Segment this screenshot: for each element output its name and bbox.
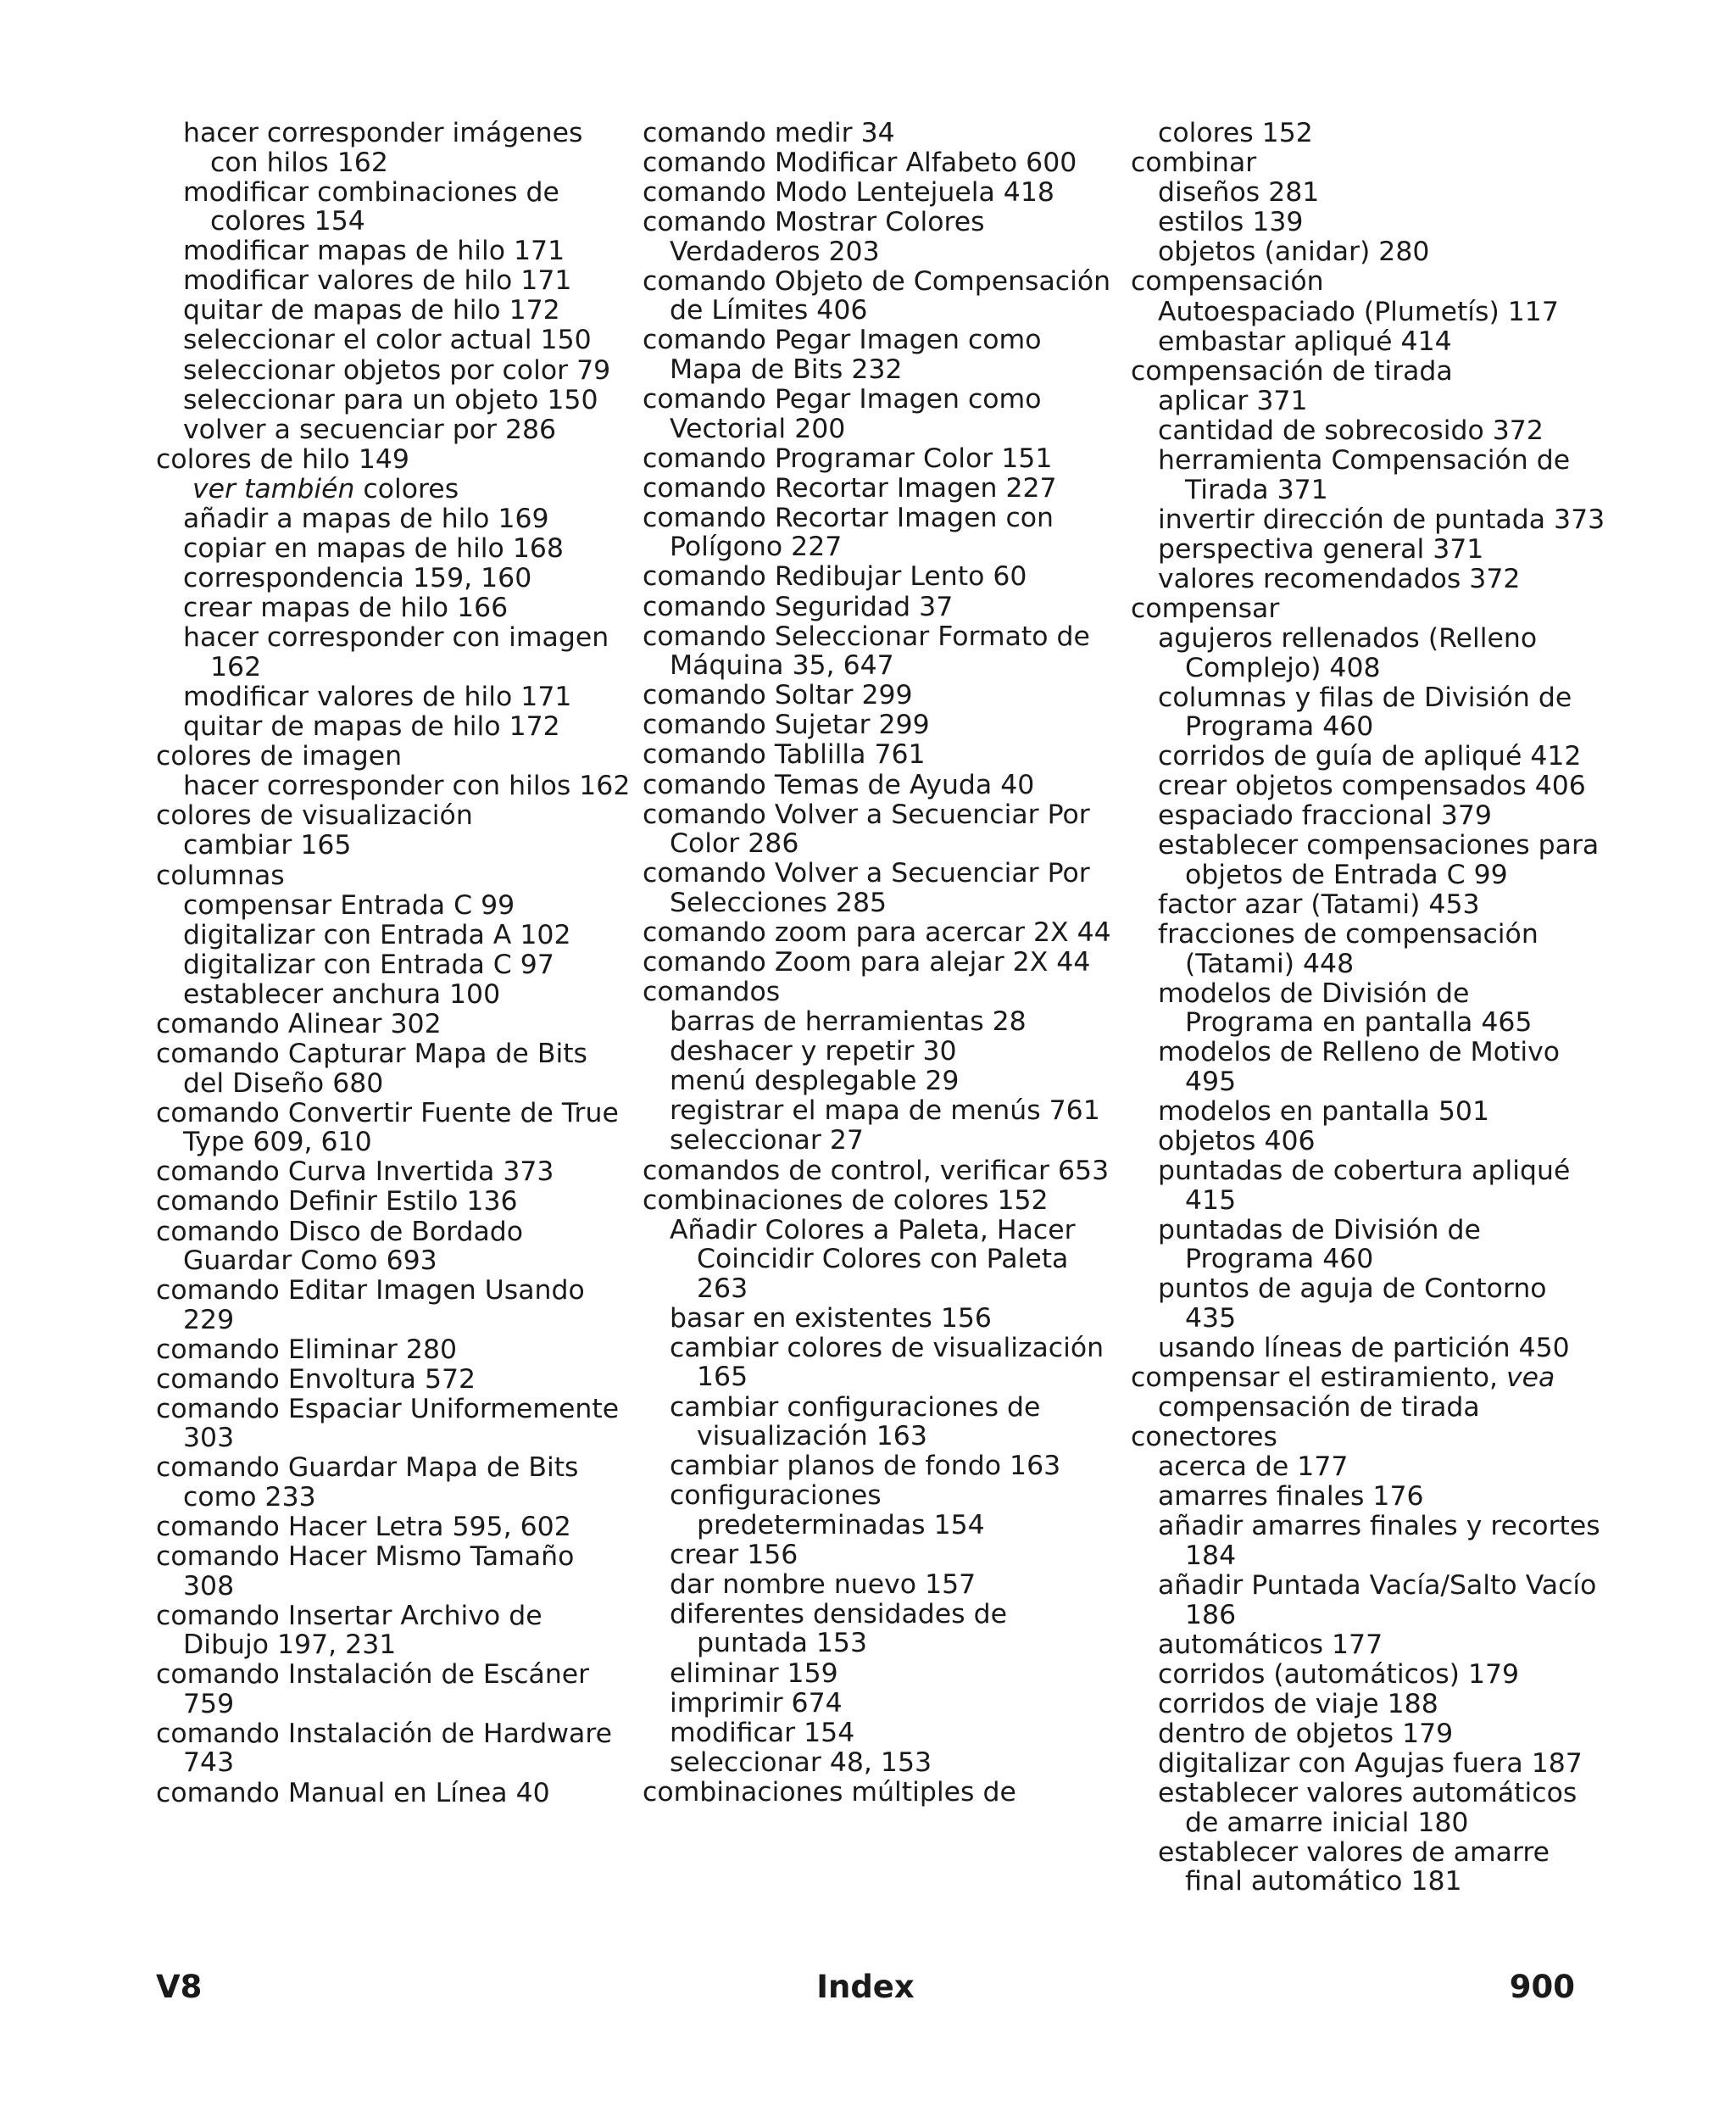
entry-text: hacer corresponder con imagen 162 <box>183 622 609 682</box>
index-sub-entry <box>1158 1334 1605 1363</box>
index-sub-entry <box>670 1096 1117 1126</box>
entry-text: colores de visualización <box>156 800 473 832</box>
index-sub-entry <box>1158 1216 1605 1274</box>
index-sub-entry <box>1158 801 1605 831</box>
entry-text: seleccionar objetos por color 79 <box>183 354 611 386</box>
entry-text: crear mapas de hilo 166 <box>183 593 509 624</box>
index-sub-entry <box>670 1216 1117 1304</box>
entry-text: comando Curva Invertida 373 <box>156 1156 554 1188</box>
entry-text: comando Recortar Imagen con Polígono 227 <box>643 502 1054 563</box>
entry-text: seleccionar el color actual 150 <box>183 325 592 356</box>
entry-text: compensación <box>1131 266 1324 298</box>
index-sub-entry <box>1158 237 1605 267</box>
entry-text: comando Envoltura 572 <box>156 1363 476 1395</box>
entry-text: comando Hacer Mismo Tamaño 308 <box>156 1541 575 1602</box>
index-sub-entry <box>670 1600 1117 1658</box>
entry-text: conectores <box>1131 1422 1277 1453</box>
entry-text: comando Modo Lentejuela 418 <box>643 177 1054 209</box>
index-sub-entry <box>192 475 631 504</box>
index-sub-entry <box>1158 298 1605 327</box>
index-sub-entry <box>670 1719 1117 1748</box>
entry-text: modificar 154 <box>670 1717 855 1748</box>
index-sub-entry <box>1158 831 1605 889</box>
entry-text: comando Instalación de Hardware 743 <box>156 1718 612 1779</box>
entry-text: modificar combinaciones de colores 154 <box>183 176 559 237</box>
entry-text: hacer corresponder imágenes con hilos 162 <box>183 118 583 178</box>
entry-text: compensación de tirada <box>1131 355 1453 387</box>
entry-text: puntos de aguja de Contorno 435 <box>1158 1273 1547 1334</box>
entry-text: objetos (anidar) 280 <box>1158 237 1430 268</box>
entry-text: eliminar 159 <box>670 1657 838 1689</box>
entry-text: columnas y filas de División de Programa 460 <box>1158 682 1572 743</box>
entry-text: Añadir Colores a Paleta, Hacer Coincidir Colores con Paleta 263 <box>670 1214 1076 1304</box>
footer-version: V8 <box>156 1969 203 2005</box>
entry-text: cambiar configuraciones de visualización 163 <box>670 1391 1041 1451</box>
index-main-entry <box>156 861 631 891</box>
index-sub-entry <box>1158 1038 1605 1096</box>
index-main-entry <box>156 1187 631 1217</box>
index-main-entry <box>643 444 1117 474</box>
index-sub-entry <box>1158 1630 1605 1660</box>
index-sub-entry <box>1158 683 1605 742</box>
entry-text: copiar en mapas de hilo 168 <box>183 533 564 565</box>
entry-text: compensar el estiramiento, <box>1131 1362 1507 1393</box>
index-main-entry <box>156 1660 631 1719</box>
entry-text: dentro de objetos 179 <box>1158 1718 1454 1749</box>
index-main-entry <box>156 1039 631 1098</box>
entry-text: comando Seleccionar Formato de Máquina 35, 647 <box>643 621 1090 682</box>
entry-text: cambiar colores de visualización 165 <box>670 1332 1104 1393</box>
index-main-entry <box>643 622 1117 681</box>
index-sub-entry <box>1158 1097 1605 1127</box>
entry-text: comando Capturar Mapa de Bits del Diseño 680 <box>156 1039 587 1099</box>
entry-text: cambiar 165 <box>183 830 352 861</box>
index-main-entry <box>643 948 1117 978</box>
cross-reference-label: ver también <box>192 473 355 504</box>
index-main-entry <box>643 681 1117 710</box>
entry-text: comando Zoom para alejar 2X 44 <box>643 946 1091 978</box>
entry-text: cantidad de sobrecosido 372 <box>1158 415 1544 446</box>
entry-text: comando Objeto de Compensación de Límites 406 <box>643 265 1111 326</box>
index-main-entry <box>643 148 1117 178</box>
entry-text: comando Modificar Alfabeto 600 <box>643 148 1077 179</box>
index-main-entry <box>643 918 1117 948</box>
index-sub-entry <box>183 386 631 415</box>
entry-text: correspondencia 159, 160 <box>183 563 532 594</box>
index-sub-entry <box>1158 1482 1605 1512</box>
index-sub-entry <box>183 772 631 801</box>
index-sub-entry <box>1158 772 1605 801</box>
entry-text: comando Recortar Imagen 227 <box>643 472 1057 504</box>
entry-text: corridos de viaje 188 <box>1158 1688 1438 1719</box>
index-sub-entry <box>670 1570 1117 1600</box>
index-sub-entry <box>670 1481 1117 1540</box>
index-sub-entry <box>1158 1393 1605 1423</box>
index-sub-entry <box>1158 208 1605 237</box>
index-sub-entry <box>1158 1571 1605 1630</box>
entry-text: herramienta Compensación de Tirada 371 <box>1158 445 1571 505</box>
entry-text: hacer corresponder con hilos 162 <box>183 771 631 802</box>
entry-text: digitalizar con Agujas fuera 187 <box>1158 1748 1583 1780</box>
index-sub-entry <box>1158 890 1605 920</box>
index-main-entry <box>643 771 1117 800</box>
entry-text: comando Pegar Imagen como Vectorial 200 <box>643 384 1042 444</box>
index-main-entry <box>156 1719 631 1778</box>
entry-text: comando Eliminar 280 <box>156 1334 458 1365</box>
index-sub-entry <box>183 178 631 237</box>
entry-text: crear objetos compensados 406 <box>1158 771 1586 802</box>
page-footer <box>156 1969 1575 2011</box>
entry-text: comando Disco de Bordado Guardar Como 693 <box>156 1216 524 1276</box>
entry-text: comando Temas de Ayuda 40 <box>643 769 1035 800</box>
entry-text: deshacer y repetir 30 <box>670 1036 957 1067</box>
entry-text: modificar valores de hilo 171 <box>183 682 572 712</box>
entry-text: espaciado fraccional 379 <box>1158 800 1492 832</box>
index-sub-entry <box>183 980 631 1010</box>
index-sub-entry <box>183 119 631 177</box>
index-column-3 <box>1131 119 1605 1897</box>
entry-text: comando Convertir Fuente de True Type 609, 610 <box>156 1097 619 1158</box>
index-main-entry <box>643 859 1117 917</box>
entry-text: combinaciones múltiples de <box>643 1776 1016 1808</box>
entry-text: comando zoom para acercar 2X 44 <box>643 916 1111 948</box>
entry-text: objetos 406 <box>1158 1126 1316 1157</box>
entry-text: añadir amarres finales y recortes 184 <box>1158 1511 1600 1571</box>
entry-text: fracciones de compensación (Tatami) 448 <box>1158 919 1538 979</box>
entry-text: compensación de tirada <box>1158 1392 1480 1423</box>
index-main-entry <box>156 1542 631 1601</box>
index-main-entry <box>156 1276 631 1334</box>
index-sub-entry <box>183 564 631 593</box>
index-main-entry <box>643 504 1117 562</box>
entry-text: amarres finales 176 <box>1158 1481 1424 1513</box>
index-main-entry <box>643 208 1117 266</box>
index-column-1 <box>156 119 631 1808</box>
index-main-entry <box>156 742 631 772</box>
index-sub-entry <box>183 356 631 386</box>
entry-text: colores de imagen <box>156 741 403 772</box>
entry-text: colores 152 <box>1158 118 1313 148</box>
index-sub-entry <box>670 1067 1117 1096</box>
entry-text: establecer valores automáticos de amarre inicial 180 <box>1158 1778 1577 1838</box>
index-main-entry <box>643 740 1117 770</box>
index-sub-entry <box>183 266 631 296</box>
index-main-entry <box>643 385 1117 443</box>
entry-text: comando Hacer Letra 595, 602 <box>156 1512 571 1543</box>
index-main-entry <box>643 119 1117 148</box>
index-main-entry <box>156 1099 631 1157</box>
entry-text: puntadas de cobertura apliqué 415 <box>1158 1156 1571 1216</box>
entry-text: compensar <box>1131 593 1280 624</box>
index-main-entry <box>1131 594 1605 624</box>
index-main-entry <box>1131 1363 1605 1393</box>
index-sub-entry <box>1158 742 1605 772</box>
index-main-entry <box>1131 267 1605 297</box>
index-main-entry <box>156 1779 631 1808</box>
index-sub-entry <box>1158 1274 1605 1333</box>
index-main-entry <box>156 1395 631 1453</box>
index-sub-entry <box>670 1393 1117 1451</box>
entry-text: establecer anchura 100 <box>183 978 501 1010</box>
entry-text: crear 156 <box>670 1539 798 1570</box>
entry-text: modificar valores de hilo 171 <box>183 265 572 297</box>
footer-page-number: 900 <box>1509 1969 1575 2005</box>
index-sub-entry <box>183 682 631 712</box>
index-main-entry <box>156 1453 631 1512</box>
index-sub-entry <box>1158 1127 1605 1156</box>
index-main-entry <box>156 1335 631 1365</box>
entry-text: corridos (automáticos) 179 <box>1158 1658 1520 1690</box>
index-main-entry <box>643 178 1117 208</box>
entry-text: comando Redibujar Lento 60 <box>643 561 1027 593</box>
entry-text: añadir a mapas de hilo 169 <box>183 504 549 535</box>
entry-text: comandos de control, verificar 653 <box>643 1155 1110 1186</box>
entry-text: aplicar 371 <box>1158 385 1308 416</box>
entry-text: configuraciones predeterminadas 154 <box>670 1480 985 1540</box>
entry-text: comando Alinear 302 <box>156 1009 442 1040</box>
index-sub-entry <box>183 326 631 355</box>
entry-text: establecer compensaciones para objetos de Entrada C 99 <box>1158 830 1600 890</box>
entry-text: comando Espaciar Uniformemente 303 <box>156 1393 620 1454</box>
index-sub-entry <box>183 237 631 266</box>
index-main-entry <box>643 710 1117 740</box>
index-main-entry <box>156 1157 631 1187</box>
entry-text: comando Manual en Línea 40 <box>156 1777 550 1808</box>
index-sub-entry <box>1158 1660 1605 1690</box>
index-sub-entry <box>183 950 631 980</box>
index-sub-entry <box>670 1689 1117 1719</box>
entry-text: comando Soltar 299 <box>643 680 913 711</box>
entry-text: colores <box>354 473 459 504</box>
index-main-entry <box>156 801 631 831</box>
entry-text: seleccionar para un objeto 150 <box>183 384 598 415</box>
index-sub-entry <box>183 593 631 623</box>
entry-text: dar nombre nuevo 157 <box>670 1568 976 1600</box>
entry-text: comando Tablilla 761 <box>643 739 926 771</box>
index-sub-entry <box>670 1748 1117 1778</box>
entry-text: comando Volver a Secuenciar Por Color 286 <box>643 799 1090 860</box>
entry-text: modelos de División de Programa en pantalla 465 <box>1158 978 1533 1039</box>
index-main-entry <box>643 1778 1117 1808</box>
index-main-entry <box>1131 148 1605 178</box>
entry-text: combinar <box>1131 148 1257 179</box>
entry-text: comando Insertar Archivo de Dibujo 197, 231 <box>156 1600 542 1661</box>
index-main-entry <box>1131 1423 1605 1452</box>
entry-text: agujeros rellenados (Relleno Complejo) 408 <box>1158 623 1538 683</box>
index-sub-entry <box>183 921 631 950</box>
index-main-entry <box>1131 357 1605 387</box>
entry-text: comando Guardar Mapa de Bits como 233 <box>156 1452 579 1513</box>
index-sub-entry <box>1158 624 1605 682</box>
entry-text: comando medir 34 <box>643 118 895 148</box>
index-sub-entry <box>183 415 631 445</box>
index-main-entry <box>643 1156 1117 1186</box>
entry-text: seleccionar 48, 153 <box>670 1747 932 1778</box>
entry-text: quitar de mapas de hilo 172 <box>183 711 560 743</box>
entry-text: usando líneas de partición 450 <box>1158 1332 1570 1363</box>
index-sub-entry <box>1158 1512 1605 1570</box>
entry-text: comandos <box>643 976 781 1007</box>
index-sub-entry <box>183 296 631 326</box>
entry-text: factor azar (Tatami) 453 <box>1158 889 1480 921</box>
entry-text: comando Instalación de Escáner 759 <box>156 1659 590 1719</box>
index-sub-entry <box>183 534 631 564</box>
index-sub-entry <box>1158 446 1605 504</box>
entry-text: establecer valores de amarre final automático 181 <box>1158 1836 1550 1897</box>
index-sub-entry <box>1158 535 1605 565</box>
entry-text: comando Editar Imagen Usando 229 <box>156 1275 585 1335</box>
entry-text: basar en existentes 156 <box>670 1302 992 1334</box>
entry-text: registrar el mapa de menús 761 <box>670 1095 1100 1127</box>
index-sub-entry <box>1158 1749 1605 1779</box>
index-sub-entry <box>670 1334 1117 1392</box>
entry-text: valores recomendados 372 <box>1158 563 1521 594</box>
entry-text: menú desplegable 29 <box>670 1066 960 1097</box>
index-sub-entry <box>1158 119 1605 148</box>
index-sub-entry <box>670 1126 1117 1156</box>
footer-section-title: Index <box>816 1969 915 2005</box>
index-main-entry <box>643 978 1117 1007</box>
entry-text: comando Pegar Imagen como Mapa de Bits 232 <box>643 325 1042 385</box>
entry-text: cambiar planos de fondo 163 <box>670 1451 1061 1482</box>
entry-text: seleccionar 27 <box>670 1125 864 1156</box>
entry-text: barras de herramientas 28 <box>670 1006 1027 1038</box>
entry-text: automáticos 177 <box>1158 1629 1383 1660</box>
index-sub-entry <box>1158 565 1605 594</box>
index-sub-entry <box>670 1304 1117 1334</box>
entry-text: Autoespaciado (Plumetís) 117 <box>1158 296 1559 327</box>
index-sub-entry <box>1158 505 1605 535</box>
cross-reference-label: vea <box>1506 1362 1555 1393</box>
entry-text: estilos 139 <box>1158 207 1304 238</box>
entry-text: acerca de 177 <box>1158 1451 1349 1483</box>
index-sub-entry <box>183 831 631 861</box>
index-main-entry <box>156 1010 631 1039</box>
index-main-entry <box>643 800 1117 859</box>
index-sub-entry <box>183 623 631 682</box>
index-main-entry <box>156 445 631 475</box>
entry-text: comando Programar Color 151 <box>643 443 1053 474</box>
entry-text: modelos en pantalla 501 <box>1158 1095 1489 1127</box>
entry-text: quitar de mapas de hilo 172 <box>183 295 560 326</box>
index-sub-entry <box>670 1451 1117 1481</box>
index-sub-entry <box>670 1540 1117 1570</box>
entry-text: combinaciones de colores 152 <box>643 1184 1049 1216</box>
entry-text: comando Sujetar 299 <box>643 710 930 741</box>
index-main-entry <box>643 562 1117 592</box>
entry-text: añadir Puntada Vacía/Salto Vacío 186 <box>1158 1570 1597 1630</box>
index-sub-entry <box>1158 1838 1605 1897</box>
index-main-entry <box>643 474 1117 504</box>
index-main-entry <box>156 1217 631 1276</box>
index-sub-entry <box>1158 920 1605 978</box>
index-sub-entry <box>1158 1779 1605 1837</box>
entry-text: comando Seguridad 37 <box>643 591 954 622</box>
entry-text: corridos de guía de apliqué 412 <box>1158 741 1582 772</box>
index-sub-entry <box>1158 387 1605 416</box>
index-sub-entry <box>1158 178 1605 208</box>
entry-text: compensar Entrada C 99 <box>183 889 515 921</box>
index-sub-entry <box>183 504 631 534</box>
index-main-entry <box>643 593 1117 622</box>
entry-text: diseños 281 <box>1158 177 1320 209</box>
index-column-2 <box>643 119 1117 1807</box>
index-main-entry <box>643 1186 1117 1216</box>
index-sub-entry <box>1158 1690 1605 1719</box>
index-sub-entry <box>670 1037 1117 1067</box>
index-sub-entry <box>1158 327 1605 357</box>
entry-text: perspectiva general 371 <box>1158 533 1484 565</box>
entry-text: digitalizar con Entrada A 102 <box>183 919 571 950</box>
entry-text: modelos de Relleno de Motivo 495 <box>1158 1037 1561 1097</box>
index-main-entry <box>643 267 1117 326</box>
entry-text: diferentes densidades de puntada 153 <box>670 1598 1007 1659</box>
entry-text: comando Definir Estilo 136 <box>156 1186 518 1217</box>
index-sub-entry <box>670 1007 1117 1037</box>
entry-text: imprimir 674 <box>670 1687 843 1719</box>
index-sub-entry <box>670 1659 1117 1689</box>
index-sub-entry <box>1158 1156 1605 1215</box>
entry-text: invertir dirección de puntada 373 <box>1158 504 1605 535</box>
index-sub-entry <box>183 891 631 921</box>
index-sub-entry <box>1158 1452 1605 1482</box>
index-sub-entry <box>1158 979 1605 1038</box>
index-main-entry <box>643 326 1117 384</box>
entry-text: volver a secuenciar por 286 <box>183 414 557 445</box>
index-sub-entry <box>1158 416 1605 446</box>
index-sub-entry <box>1158 1719 1605 1749</box>
index-main-entry <box>156 1513 631 1542</box>
entry-text: digitalizar con Entrada C 97 <box>183 949 554 980</box>
index-main-entry <box>156 1365 631 1395</box>
entry-text: comando Mostrar Colores Verdaderos 203 <box>643 207 985 267</box>
entry-text: columnas <box>156 860 285 891</box>
entry-text: comando Volver a Secuenciar Por Selecciones 285 <box>643 858 1090 918</box>
entry-text: colores de hilo 149 <box>156 443 409 475</box>
index-sub-entry <box>183 712 631 742</box>
index-main-entry <box>156 1602 631 1660</box>
entry-text: modificar mapas de hilo 171 <box>183 236 565 267</box>
entry-text: puntadas de División de Programa 460 <box>1158 1214 1481 1275</box>
entry-text: embastar apliqué 414 <box>1158 326 1452 357</box>
